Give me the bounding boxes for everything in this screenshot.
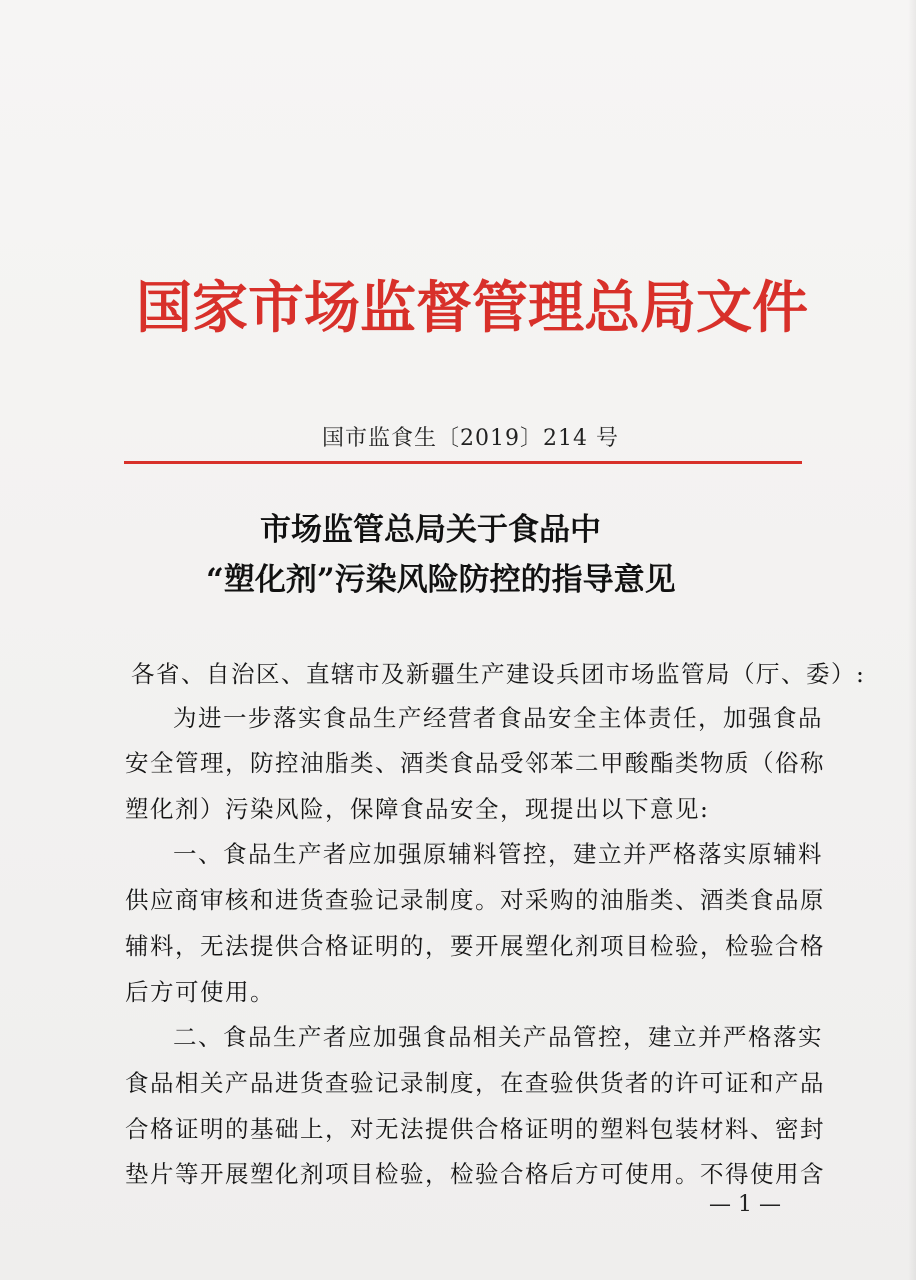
- document-title-line-1: 市场监管总局关于食品中: [260, 512, 601, 548]
- red-divider-line: [124, 461, 802, 464]
- body-text-line: 垫片等开展塑化剂项目检验，检验合格后方可使用。不得使用含: [125, 1160, 825, 1188]
- page-edge-shadow: [908, 0, 916, 1280]
- body-text-line: 供应商审核和进货查验记录制度。对采购的油脂类、酒类食品原: [125, 886, 825, 914]
- document-title-line-2: “塑化剂”污染风险防控的指导意见: [206, 562, 676, 598]
- body-text-line: 辅料，无法提供合格证明的，要开展塑化剂项目检验，检验合格: [125, 932, 825, 960]
- page-number: — 1 —: [709, 1192, 781, 1217]
- body-text-line: 为进一步落实食品生产经营者食品安全主体责任，加强食品: [173, 704, 823, 732]
- body-text-line: 一、食品生产者应加强原辅料管控，建立并严格落实原辅料: [173, 840, 823, 868]
- body-text-line: 安全管理，防控油脂类、酒类食品受邻苯二甲酸酯类物质（俗称: [125, 749, 825, 777]
- body-text-line: 食品相关产品进货查验记录制度，在查验供货者的许可证和产品: [125, 1069, 825, 1097]
- body-text-line: 合格证明的基础上，对无法提供合格证明的塑料包装材料、密封: [125, 1115, 825, 1143]
- body-text-line: 后方可使用。: [125, 978, 275, 1006]
- document-number: 国市监食生〔2019〕214 号: [322, 426, 619, 451]
- salutation-line: 各省、自治区、直辖市及新疆生产建设兵团市场监管局（厅、委）:: [131, 660, 866, 688]
- document-header-title: 国家市场监督管理总局文件: [136, 275, 808, 341]
- body-text-line: 塑化剂）污染风险，保障食品安全，现提出以下意见:: [125, 795, 710, 823]
- body-text-line: 二、食品生产者应加强食品相关产品管控，建立并严格落实: [173, 1023, 823, 1051]
